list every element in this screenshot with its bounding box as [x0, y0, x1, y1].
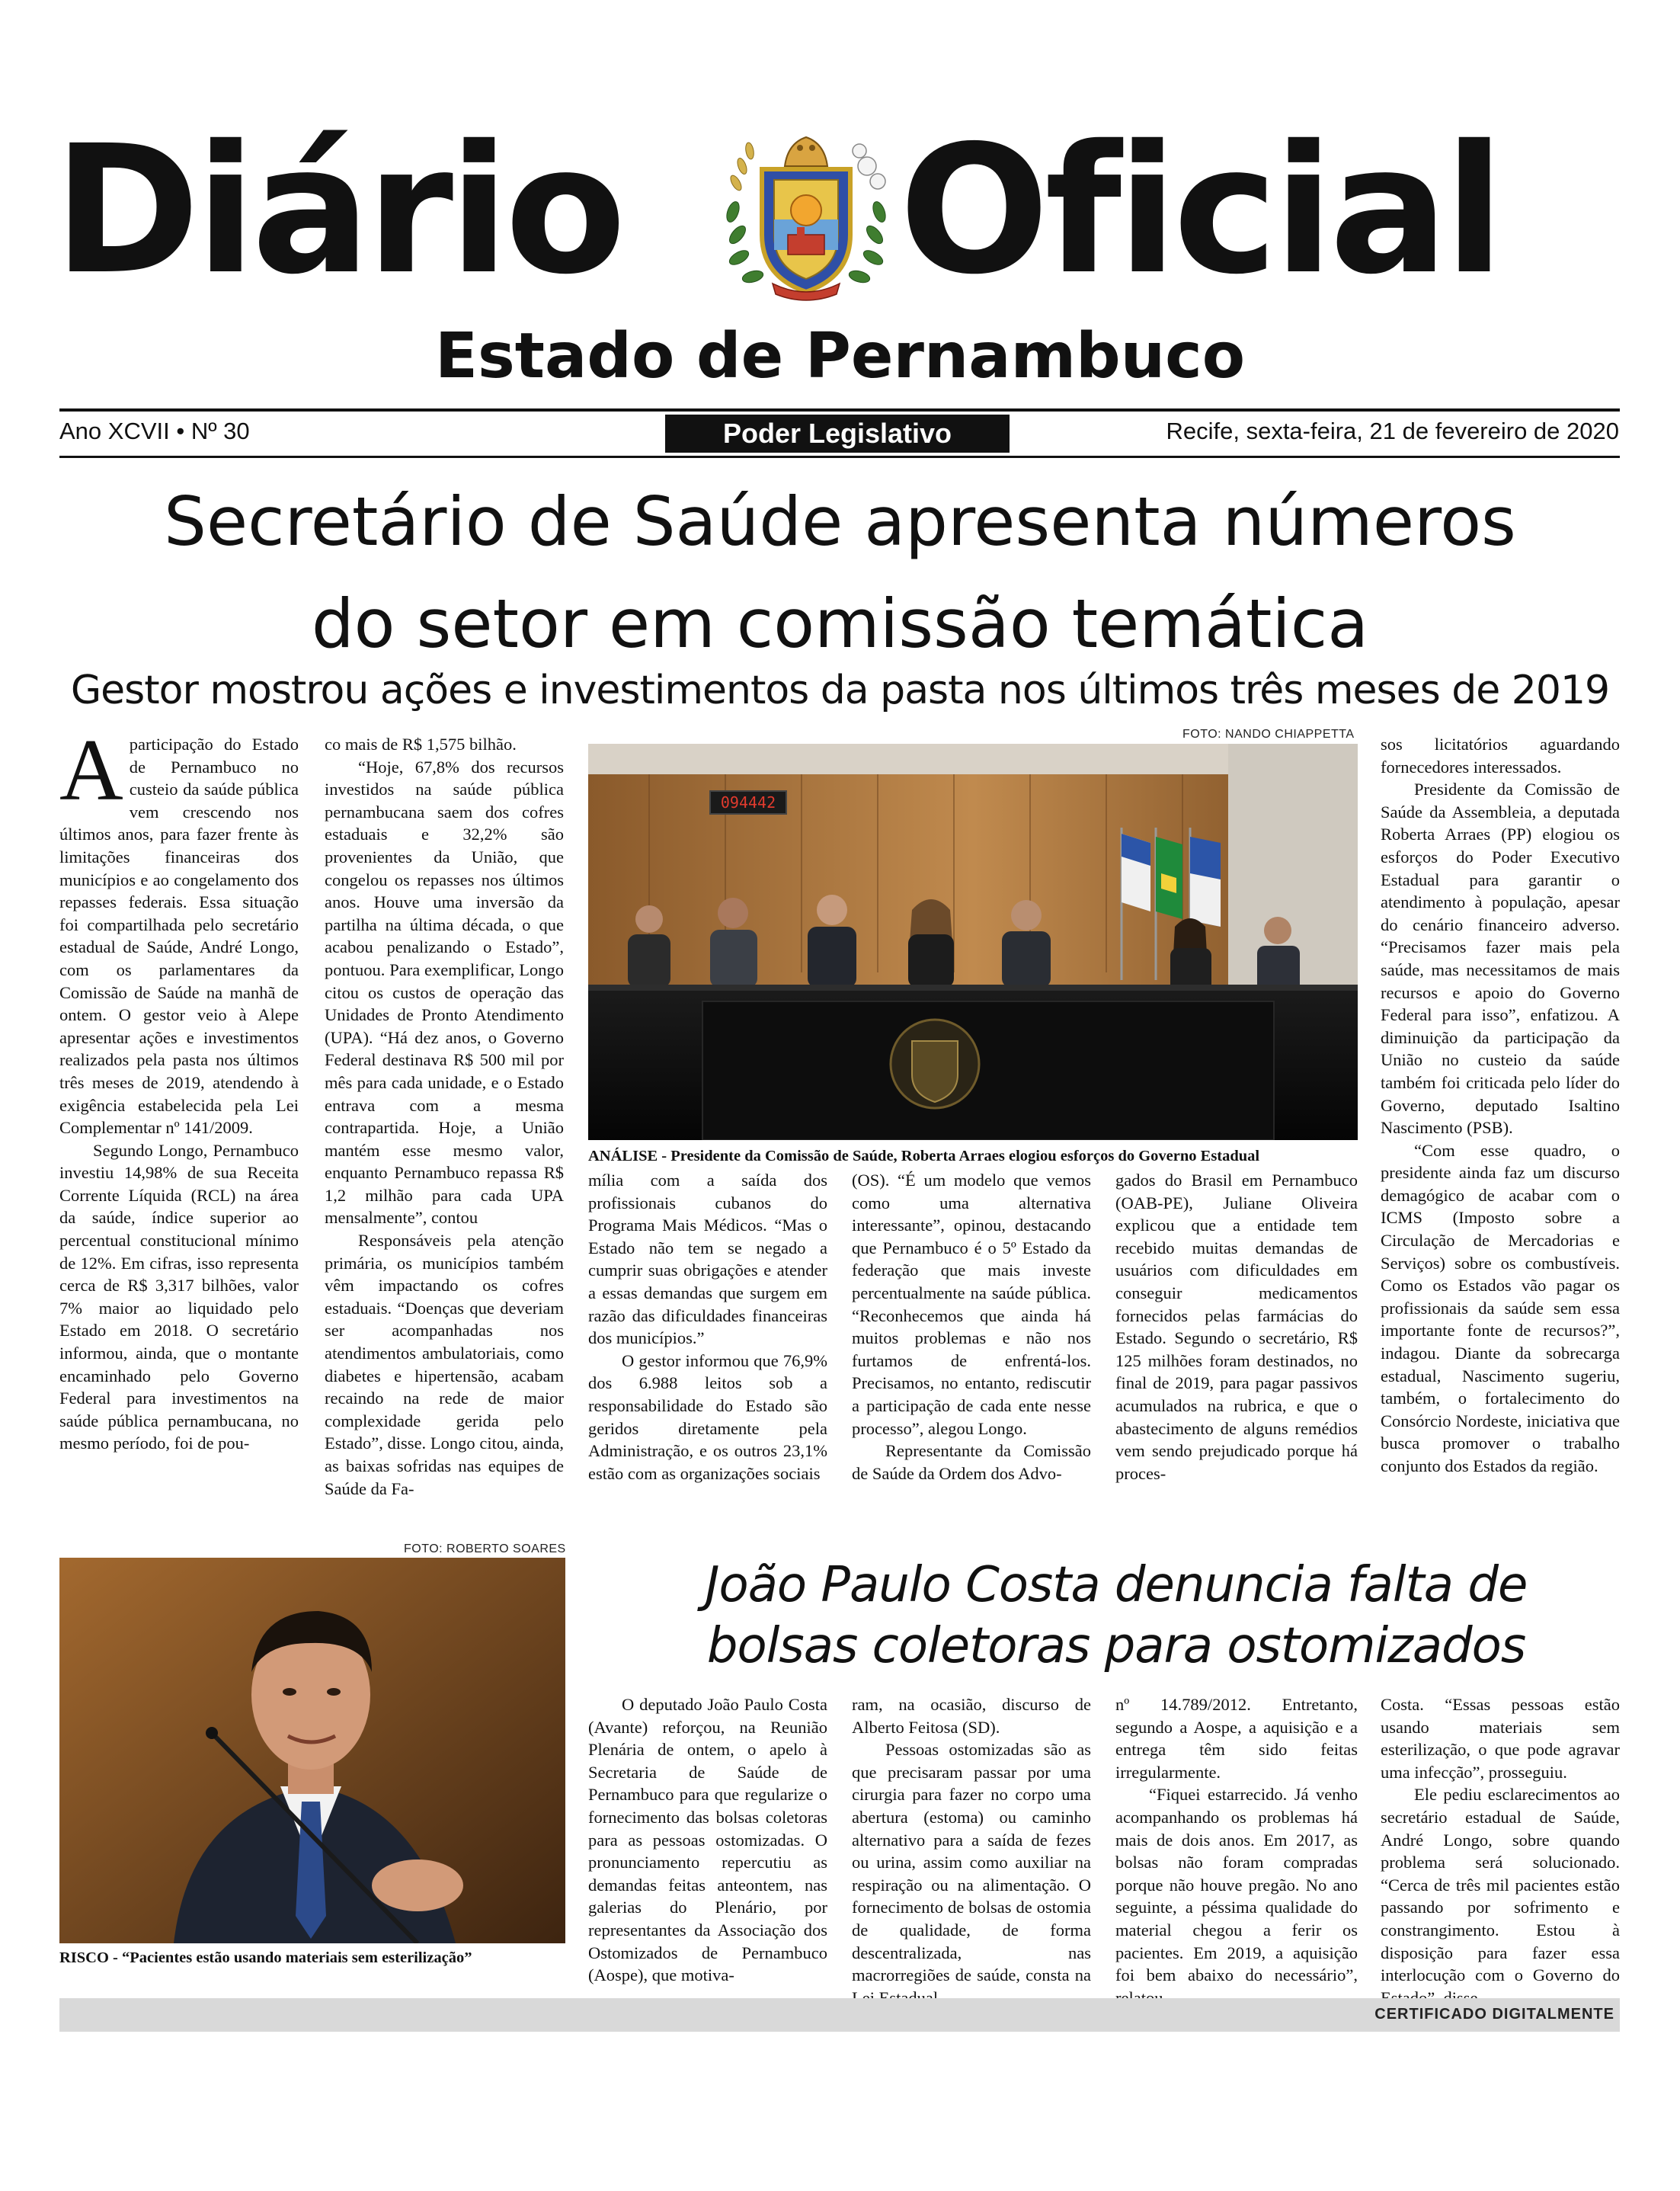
second-col4-p2: Ele pediu esclarecimentos ao secretário estadual de Saúde, André Longo, sobre quando problema será solucionado. “Cerca de três mil pacientes estão passando por sofrimento e constrangimento. Estou à disposição para fazer essa interlocução com o Governo do	[1381, 1785, 1620, 1985]
main-col3-p1: mília com a saída dos profissionais cubanos do Programa Mais Médicos. “Mas o Estado não tem se negado a cumprir suas obrigações e atender a essas demandas que surgem em razão das dificuldades financeiras dos municípios.”	[588, 1171, 827, 1348]
pernambuco-coat-of-arms-icon	[715, 120, 898, 303]
main-column-3	[588, 1169, 827, 1485]
deputy-photo	[59, 1558, 565, 1943]
main-photo-credit: FOTO: NANDO CHIAPPETTA	[1182, 728, 1355, 741]
main-deck: Gestor mostrou ações e investimentos da pasta nos últimos três meses de 2019	[70, 668, 1610, 713]
main-col6-p3: “Com esse quadro, o presidente ainda faz um discurso demagógico de acabar com o ICMS (Imposto sobre a Circulação de Mercadorias e Serviços) sobre os combustíveis. Como os Estados vão pagar os profissionais da saúde sem essa importante fonte de recursos?”, indagou. Diante da sobrecarga estadual, Nascimento sugeriu, também, o fortalecimento do Consórcio Nordeste, iniciativa que busca promover o trabalho conjunto dos Estados da região.	[1381, 1140, 1620, 1475]
main-photo-caption: ANÁLISE - Presidente da Comissão de Saúde, Roberta Arraes elogiou esforços do Governo Estadual	[588, 1148, 1260, 1164]
main-col4-p2: Representante da Comissão de Saúde da Ordem dos Advo-	[852, 1441, 1091, 1483]
second-column-4	[1381, 1693, 1620, 2009]
masthead-subtitle: Estado de Pernambuco	[434, 320, 1246, 392]
second-headline-line1: João Paulo Costa denuncia falta de	[705, 1557, 1528, 1613]
main-col3-p2: O gestor informou que 76,9% dos 6.988 leitos sob a responsabilidade do Estado são geridos diretamente pela Administração, e os outros 23,1% estão com as organizações sociais	[588, 1350, 827, 1483]
second-col3-p2: “Fiquei estarrecido. Já venho acompanhando os problemas há mais de dois anos. Em 2017, as bolsas não foram compradas porque não houve pregão. No ano seguinte, a péssima qualidade do material chegou a ferir os pacientes. Em 2019, a aquisição foi bem abaixo do necessário”,	[1115, 1785, 1358, 1985]
main-headline-line1: Secretário de Saúde apresenta números	[164, 482, 1516, 561]
second-headline	[610, 1555, 1623, 1677]
main-col6-p2: Presidente da Comissão de Saúde da Assembleia, a deputada Roberta Arraes (PP) elogiou os esforços do Poder Executivo Estadual para garantir o atendimento à população, apesar do cenário financeiro adverso. “Precisamos fazer mais pela saúde, mas necessitamos de mais recursos e apoio do Governo Federal para isso”, enfatizou. A diminuição da participação da União no custeio da saúde também foi criticada pelo líder do Governo, deputado Isaltino Nascimento (PSB).	[1381, 780, 1620, 1138]
second-photo-caption: RISCO - “Pacientes estão usando materiais sem esterilização”	[59, 1949, 472, 1966]
second-col2-p1: ram, na ocasião, discurso de Alberto Feitosa (SD).	[852, 1695, 1091, 1737]
main-col2-p1: co mais de R$ 1,575 bilhão.	[325, 735, 517, 754]
second-headline-line2: bolsas coletoras para ostomizados	[706, 1618, 1526, 1674]
second-col3-p1: nº 14.789/2012. Entretanto, segundo a Aospe, a aquisição e a entrega têm sido feitas irregularmente.	[1115, 1695, 1358, 1782]
second-column-1	[588, 1693, 827, 1987]
main-col5-p1: gados do Brasil em Pernambuco (OAB-PE), Juliane Oliveira explicou que a entidade tem recebido muitas demandas de usuários com dificuldades em conseguir medicamentos fornecidos pelas farmácias do Estado. Segundo o secretário, R$ 125 milhões foram destinados, no final de 2019, para pagar passivos acumulados na rubrica, e que o abastecimento de alguns remédios vem sendo prejudicado porque há proces-	[1115, 1171, 1358, 1483]
second-photo-credit: FOTO: ROBERTO SOARES	[404, 1542, 566, 1555]
committee-photo	[588, 744, 1358, 1140]
photo-counter: 094442	[720, 793, 776, 812]
main-headline	[46, 471, 1634, 675]
footer-certification: CERTIFICADO DIGITALMENTE	[1374, 2006, 1614, 2023]
main-col2-p3: Responsáveis pela atenção primária, os municípios também vêm impactando os cofres estaduais. “Doenças que deveriam ser acompanhadas nos atendimentos ambulatoriais, como diabetes e hipertensão, acabam recaindo na rede de maior complexidade gerida pelo Estado”, disse. Longo citou, ainda, as baixas sofridas nas equipes de Saúde da Fa-	[325, 1231, 564, 1498]
dropcap: A	[59, 722, 123, 819]
second-column-2	[852, 1693, 1091, 2009]
second-column-3	[1115, 1693, 1358, 2009]
main-col6-p1: sos licitatórios aguardando fornecedores interessados.	[1381, 735, 1620, 777]
dateline: Recife, sexta-feira, 21 de fevereiro de 2020	[1166, 418, 1619, 444]
second-col1: O deputado João Paulo Costa (Avante) reforçou, na Reunião Plenária de ontem, o apelo à Secretaria de Saúde de Pernambuco para que regularize o fornecimento das bolsas coletoras para as pessoas ostomizadas. O pronunciamento repercutiu as demandas feitas anteontem, nas galerias do Plenário, por representantes da Associação dos Ostomizados de Pernambuco (Aospe), que motiva-	[588, 1695, 827, 1985]
top-rule	[59, 408, 1620, 412]
main-column-4	[852, 1169, 1091, 1485]
main-col4-p1: (OS). “É um modelo que vemos como uma alternativa interessante”, opinou, destacando que Pernambuco é o 5º Estado da federação que mais investe percentualmente na saúde pública. “Reconhecemos que ainda há muitos problemas e não nos furtamos de enfrentá-los. Precisamos, no entanto, rediscutir a participação de cada ente nesse processo”, alegou Longo.	[852, 1171, 1091, 1438]
section-badge: Poder Legislativo	[665, 415, 1010, 453]
second-col4-p1: Costa. “Essas pessoas estão usando materiais sem esterilização, o que pode agravar uma infecção”, prosseguiu.	[1381, 1695, 1620, 1782]
masthead-title-right: Oficial	[899, 107, 1500, 313]
second-col2-p2: Pessoas ostomizadas são as que precisaram passar por uma cirurgia para fazer no corpo uma abertura (estoma) ou caminho alternativo para a saída de fezes ou urina, assim como auxiliar na respiração ou na alimentação. O fornecimento de bolsas de ostomia de qualidade, de forma descentralizada, nas macrorregiões de saúde, consta na	[852, 1740, 1091, 1985]
main-col1-p2: Segundo Longo, Pernambuco investiu 14,98% de sua Receita Corrente Líquida (RCL) na área da saúde, índice superior ao percentual constitucional mínimo de 12%. Em cifras, isso representa cerca de R$ 3,317 bilhões, valor 7% maior ao liquidado pelo Estado em 2018. O secretário informou, ainda, que o montante encaminhado pelo Governo Federal para investimentos na saúde pública pernambucana, no mesmo período, foi de pou-	[59, 1140, 299, 1453]
bottom-rule	[59, 456, 1620, 458]
main-col1-p1: participação do Estado de Pernambuco no custeio da saúde pública vem crescendo nos últimos anos, para fazer frente às limitações financeiras dos municípios e ao congelamento dos repasses federais. Essa situação foi compartilhada pelo secretário estadual de Saúde, André Longo, com os parlamentares da Comissão de Saúde na manhã de ontem. O gestor veio à Alepe apresentar ações e investimentos realizados pela pasta nos últimos três meses de 2019, atendendo à exigência estabelecida pela Lei Complementar nº 141/2009.	[59, 735, 299, 1138]
main-column-6	[1381, 733, 1620, 1478]
main-column-5	[1115, 1169, 1358, 1485]
edition-number: Ano XCVII • Nº 30	[59, 418, 250, 444]
main-column-1	[59, 722, 299, 1455]
masthead-title-left: Diário	[53, 107, 622, 313]
main-column-2	[325, 733, 564, 1500]
main-headline-line2: do setor em comissão temática	[311, 585, 1369, 663]
main-col2-p2: “Hoje, 67,8% dos recursos investidos na saúde pública pernambucana saem dos cofres estaduais e 32,2% são provenientes da União, que congelou os repasses nos últimos anos. Houve uma inversão da partilha na última década, o que acabou penalizando o Estado”, pontuou. Para exemplificar, Longo citou os custos de operação das Unidades de Pronto Atendimento (UPA). “Há dez anos, o Governo Federal destinava R$ 500 mil por mês para cada unidade, e o Estado entrava com a mesma contrapartida. Hoje, a União mantém esse mesmo valor, enquanto Pernambuco repassa R$ 1,2 milhão para cada UPA mensalmente”, contou	[325, 757, 564, 1228]
